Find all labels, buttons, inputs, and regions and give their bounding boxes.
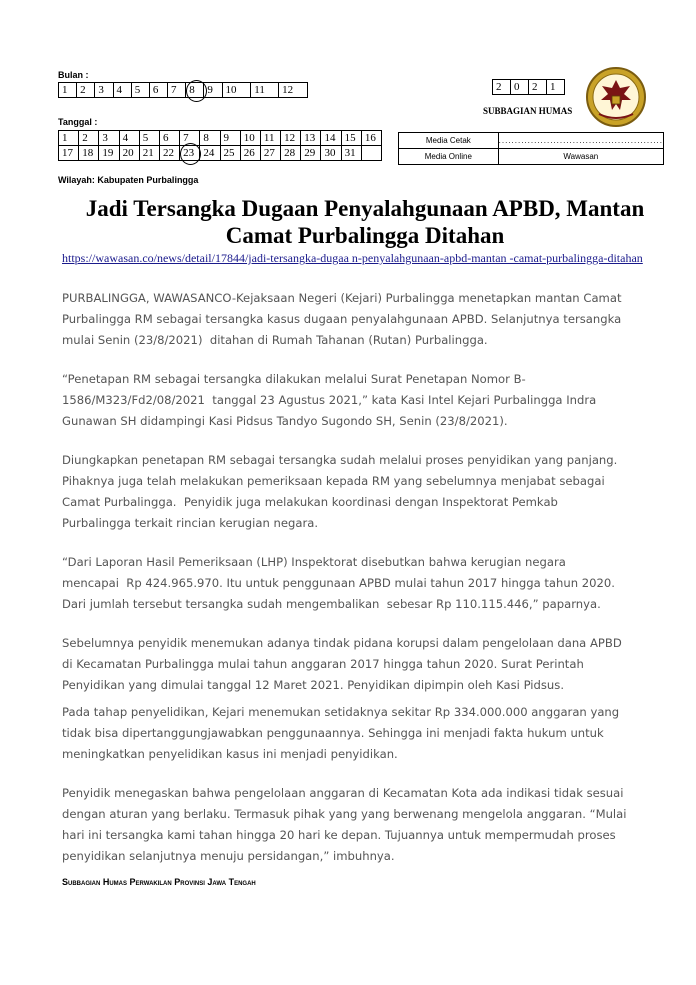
media-online-label: Media Online	[399, 149, 499, 165]
day-number: 1	[62, 132, 68, 144]
article-paragraph	[62, 552, 672, 615]
day-cell	[59, 131, 79, 146]
paragraph-line: Sebelumnya penyidik menemukan adanya tindak pidana korupsi dalam pengelolaan dana APBD	[62, 636, 622, 650]
day-cell	[260, 131, 280, 146]
day-cell	[220, 131, 240, 146]
media-cetak-label: Media Cetak	[399, 133, 499, 149]
month-cell	[59, 83, 77, 98]
day-number: 28	[284, 147, 296, 159]
day-cell	[281, 131, 301, 146]
month-number: 6	[152, 84, 159, 96]
paragraph-line: “Penetapan RM sebagai tersangka dilakukan melalui Surat Penetapan Nomor B-	[62, 372, 526, 386]
paragraph-line: Purbalingga terkait rincian kerugian negara.	[62, 516, 319, 530]
day-cell	[159, 131, 179, 146]
month-number: 12	[282, 84, 294, 96]
day-cell	[159, 146, 179, 161]
article-url-link[interactable]: https://wawasan.co/news/detail/17844/jadi-tersangka-dugaa n-penyalahgunaan-apbd-mantan -camat-purbalingga-ditahan	[62, 251, 643, 265]
paragraph-line: Diungkapkan penetapan RM sebagai tersangka sudah melalui proses penyidikan yang panjang.	[62, 453, 618, 467]
day-number: 5	[142, 132, 149, 144]
day-cell	[139, 146, 159, 161]
day-number: 4	[122, 132, 129, 144]
day-number: 6	[162, 132, 169, 144]
year-digit: 0	[511, 80, 529, 95]
month-number: 2	[80, 84, 86, 96]
day-cell	[240, 146, 260, 161]
day-number: 7	[183, 132, 189, 144]
day-number: 13	[304, 132, 316, 144]
day-cell	[301, 131, 321, 146]
article-paragraph	[62, 783, 672, 867]
day-number: 18	[82, 147, 94, 159]
article-body	[62, 288, 672, 867]
day-cell	[200, 146, 220, 161]
article-paragraph	[62, 702, 672, 765]
month-number: 1	[62, 84, 68, 96]
year-digit: 2	[493, 80, 511, 95]
day-number: 27	[263, 147, 275, 159]
day-cell	[220, 146, 240, 161]
paragraph-line: hari ini tersangka kami tahan hingga 20 hari ke depan. Tujuannya untuk mempermudah proses	[62, 828, 616, 842]
day-cell	[341, 146, 361, 161]
month-cell	[186, 83, 204, 98]
month-number: 11	[254, 84, 265, 96]
day-cell	[321, 146, 341, 161]
day-cell	[281, 146, 301, 161]
day-cell	[99, 146, 119, 161]
day-cell	[200, 131, 220, 146]
day-number: 21	[142, 147, 154, 159]
garuda-emblem-icon	[585, 66, 647, 128]
day-cell	[79, 131, 99, 146]
paragraph-line: Gunawan SH didampingi Kasi Pidsus Tandyo Sugondo SH, Senin (23/8/2021).	[62, 414, 508, 428]
paragraph-line: Pada tahap penyelidikan, Kejari menemukan setidaknya sekitar Rp 334.000.000 anggaran yang	[62, 705, 620, 719]
day-cell	[59, 146, 79, 161]
day-number: 3	[102, 132, 108, 144]
day-number: 24	[203, 147, 215, 159]
day-number: 20	[122, 147, 134, 159]
footer-label: Subbagian Humas Perwakilan Provinsi Jawa Tengah	[62, 877, 256, 887]
day-number: 16	[364, 132, 376, 144]
day-number: 31	[344, 147, 356, 159]
dept-label: SUBBAGIAN HUMAS	[483, 106, 573, 116]
day-number: 22	[162, 147, 174, 159]
day-cell	[361, 146, 381, 161]
paragraph-line: dengan aturan yang berlaku. Termasuk pihak yang yang berwenang mengelola anggaran. “Mulai	[62, 807, 627, 821]
article-paragraph	[62, 633, 672, 696]
media-table	[398, 132, 664, 165]
day-grid	[58, 130, 382, 161]
day-number: 9	[223, 132, 229, 144]
paragraph-line: meningkatkan penyelidikan kasus ini menjadi penyidikan.	[62, 747, 398, 761]
paragraph-line: Dari jumlah tersebut tersangka sudah mengembalikan sebesar Rp 110.115.446,” paparnya.	[62, 597, 601, 611]
paragraph-line: Penyidik menegaskan bahwa pengelolaan anggaran di Kecamatan Kota ada indikasi tidak sesuai	[62, 786, 624, 800]
day-number: 17	[62, 147, 73, 159]
media-online-value: Wawasan	[498, 149, 663, 165]
month-number: 8	[189, 84, 195, 96]
day-cell	[321, 131, 341, 146]
paragraph-line: Pihaknya juga telah melakukan pemeriksaan kepada RM yang sebelumnya menjabat sebagai	[62, 474, 605, 488]
year-digit: 1	[547, 80, 565, 95]
day-cell	[99, 131, 119, 146]
day-cell	[79, 146, 99, 161]
month-cell	[77, 83, 95, 98]
day-number: 10	[243, 132, 255, 144]
tanggal-label: Tanggal :	[58, 117, 98, 127]
month-cell	[251, 83, 279, 98]
article-paragraph	[62, 288, 672, 351]
month-cell	[95, 83, 113, 98]
month-number: 3	[98, 84, 104, 96]
paragraph-line: tidak bisa dipertanggungjawabkan penggunaannya. Sehingga ini menjadi fakta hukum untuk	[62, 726, 604, 740]
day-number: 8	[203, 132, 209, 144]
month-cell	[222, 83, 251, 98]
day-number: 29	[304, 147, 316, 159]
day-cell	[240, 131, 260, 146]
day-cell	[301, 146, 321, 161]
year-boxes	[492, 79, 565, 95]
day-cell	[139, 131, 159, 146]
paragraph-line: mencapai Rp 424.965.970. Itu untuk penggunaan APBD mulai tahun 2017 hingga tahun 2020.	[62, 576, 615, 590]
day-cell	[119, 146, 139, 161]
day-cell	[361, 131, 381, 146]
month-number: 10	[225, 84, 237, 96]
wilayah-label: Wilayah: Kabupaten Purbalingga	[58, 175, 199, 185]
day-number: 23	[183, 147, 195, 159]
bulan-label: Bulan :	[58, 70, 89, 80]
day-number: 19	[102, 147, 114, 159]
paragraph-line: “Dari Laporan Hasil Pemeriksaan (LHP) Inspektorat disebutkan bahwa kerugian negara	[62, 555, 566, 569]
day-cell	[180, 146, 200, 161]
day-number: 2	[82, 132, 88, 144]
paragraph-line: Penyidikan yang dimulai tanggal 12 Maret 2021. Penyidikan dipimpin oleh Kasi Pidsus.	[62, 678, 565, 692]
footer-text	[62, 877, 256, 887]
day-cell	[341, 131, 361, 146]
paragraph-line: Camat Purbalingga. Penyidik juga melakukan koordinasi dengan Inspektorat Pemkab	[62, 495, 558, 509]
paragraph-line: 1586/M323/Fd2/08/2021 tanggal 23 Agustus 2021,” kata Kasi Intel Kejari Purbalingga Indra	[62, 393, 597, 407]
month-grid	[58, 82, 308, 98]
paragraph-line: Purbalingga RM sebagai tersangka kasus dugaan penyalahgunaan APBD. Selanjutnya tersangka	[62, 312, 622, 326]
month-cell	[279, 83, 308, 98]
month-number: 4	[116, 84, 123, 96]
paragraph-line: PURBALINGGA, WAWASANCO-Kejaksaan Negeri (Kejari) Purbalingga menetapkan mantan Camat	[62, 291, 622, 305]
day-cell	[119, 131, 139, 146]
day-number: 12	[284, 132, 296, 144]
month-number: 5	[134, 84, 141, 96]
paragraph-line: mulai Senin (23/8/2021) ditahan di Rumah Tahanan (Rutan) Purbalingga.	[62, 333, 488, 347]
month-cell	[113, 83, 131, 98]
month-cell	[168, 83, 186, 98]
month-cell	[149, 83, 167, 98]
article-paragraph	[62, 450, 672, 534]
day-number: 25	[223, 147, 235, 159]
paragraph-line: di Kecamatan Purbalingga mulai tahun anggaran 2017 hingga tahun 2020. Surat Perintah	[62, 657, 584, 671]
day-number: 15	[344, 132, 356, 144]
day-number: 30	[324, 147, 336, 159]
month-number: 9	[207, 84, 213, 96]
media-cetak-value: ...................................................	[498, 133, 663, 149]
year-digit: 2	[529, 80, 547, 95]
title-line-1: Jadi Tersangka Dugaan Penyalahgunaan APBD, Mantan	[85, 196, 645, 221]
article-paragraph	[62, 369, 672, 432]
day-number: 14	[324, 132, 336, 144]
month-cell	[131, 83, 149, 98]
article-title	[40, 195, 690, 249]
day-cell	[260, 146, 280, 161]
paragraph-line: penyidikan selanjutnya menuju persidangan,” imbuhnya.	[62, 849, 395, 863]
month-number: 7	[171, 84, 177, 96]
day-number: 11	[263, 132, 275, 144]
title-line-2: Camat Purbalingga Ditahan	[225, 223, 505, 248]
day-number: 26	[243, 147, 255, 159]
